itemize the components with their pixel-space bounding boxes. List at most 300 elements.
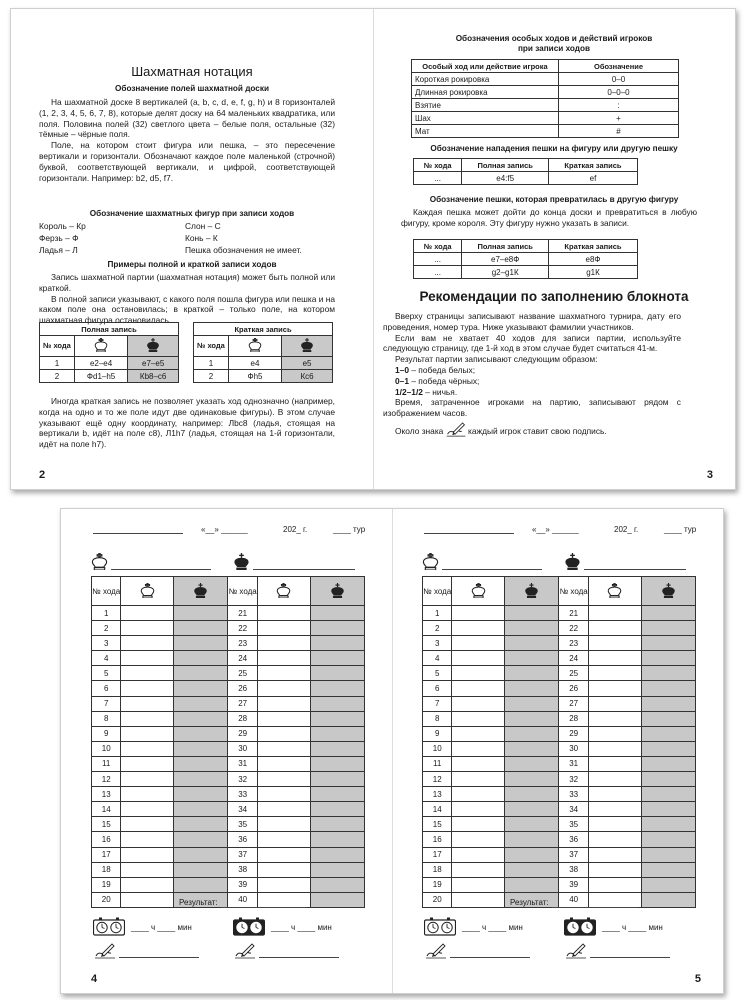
move-number: 17 <box>423 847 452 862</box>
paragraph: Вверху страницы записывают название шахматного турнира, дату его проведения, номер тура. Ниже указывают фамилии участников. <box>383 311 681 332</box>
move-row <box>92 711 365 726</box>
move-row <box>423 772 696 787</box>
full-move: e7–e8Ф <box>462 253 549 266</box>
white-move-cell[interactable] <box>257 817 310 832</box>
black-move-cell[interactable] <box>641 892 695 907</box>
black-move-cell[interactable] <box>505 862 559 877</box>
black-move-cell[interactable] <box>310 666 364 681</box>
white-move-cell[interactable] <box>121 817 174 832</box>
white-player-line[interactable] <box>111 569 211 570</box>
tour-field[interactable]: ____ тур <box>664 525 697 534</box>
white-move-cell[interactable] <box>121 847 174 862</box>
move-number: 19 <box>92 877 121 892</box>
move-number: 10 <box>423 741 452 756</box>
black-move-cell[interactable] <box>174 621 228 636</box>
tour-label: тур <box>684 525 697 534</box>
page-title: Шахматная нотация <box>131 64 253 79</box>
black-move-cell[interactable] <box>174 802 228 817</box>
black-move-cell[interactable] <box>174 696 228 711</box>
white-move-cell[interactable] <box>121 756 174 771</box>
move-no-header: № хода <box>194 336 229 357</box>
black-move-cell[interactable] <box>505 666 559 681</box>
white-move-cell[interactable] <box>452 681 505 696</box>
white-move-cell[interactable] <box>121 862 174 877</box>
move-row <box>423 756 696 771</box>
black-move-cell[interactable] <box>641 787 695 802</box>
black-move-cell[interactable] <box>174 651 228 666</box>
move-number: 35 <box>559 817 588 832</box>
black-move-cell[interactable] <box>641 666 695 681</box>
move-row <box>92 862 365 877</box>
move-number: 4 <box>92 651 121 666</box>
white-move-cell[interactable] <box>257 877 310 892</box>
white-move-cell[interactable] <box>257 681 310 696</box>
tournament-name-line[interactable] <box>424 533 514 534</box>
year-field[interactable]: 202_ г. <box>283 525 308 534</box>
black-move-cell[interactable] <box>310 756 364 771</box>
move-number: 30 <box>228 741 257 756</box>
special-moves-heading: Обозначения особых ходов и действий игроков <box>455 34 653 43</box>
white-king-icon <box>140 583 155 598</box>
column-header: Краткая запись <box>548 240 637 253</box>
black-move-cell[interactable] <box>505 726 559 741</box>
page-number: 3 <box>706 469 713 481</box>
white-move-cell[interactable] <box>257 741 310 756</box>
black-move-cell[interactable] <box>505 877 559 892</box>
white-move-cell[interactable] <box>588 877 641 892</box>
white-move-cell[interactable] <box>257 711 310 726</box>
black-move-cell[interactable] <box>174 681 228 696</box>
black-move-cell[interactable] <box>310 772 364 787</box>
full-notation-table <box>39 322 179 383</box>
white-move-cell[interactable] <box>452 892 505 907</box>
black-signature-line[interactable] <box>259 957 339 958</box>
move-number: 11 <box>423 756 452 771</box>
black-move-cell[interactable] <box>641 862 695 877</box>
white-move-cell[interactable] <box>257 606 310 621</box>
move-number: 33 <box>228 787 257 802</box>
black-move-cell[interactable] <box>310 726 364 741</box>
white-move-cell[interactable] <box>121 741 174 756</box>
white-move-cell[interactable] <box>257 847 310 862</box>
year-field[interactable]: 202_ г. <box>614 525 639 534</box>
white-move-cell[interactable] <box>588 847 641 862</box>
black-move-cell[interactable] <box>310 832 364 847</box>
table-row <box>412 112 679 125</box>
white-move-cell[interactable] <box>121 772 174 787</box>
black-move-cell[interactable] <box>174 847 228 862</box>
year-suffix: г. <box>303 525 308 534</box>
black-move-cell[interactable] <box>505 817 559 832</box>
white-move-cell[interactable] <box>121 802 174 817</box>
black-move-cell[interactable] <box>310 636 364 651</box>
paragraph: Результат партии записывают следующим образом: <box>395 354 598 365</box>
moves-table <box>91 576 365 908</box>
white-move-cell[interactable] <box>257 772 310 787</box>
white-move-cell[interactable] <box>588 621 641 636</box>
examples-text <box>39 272 335 326</box>
white-move-cell[interactable] <box>588 787 641 802</box>
black-move-cell[interactable] <box>641 832 695 847</box>
pawn-attack-table <box>413 158 638 185</box>
move-number: 4 <box>423 651 452 666</box>
move-number: 21 <box>559 606 588 621</box>
move-number: 26 <box>228 681 257 696</box>
white-move-cell[interactable] <box>257 666 310 681</box>
white-move-cell[interactable] <box>588 817 641 832</box>
black-move-cell[interactable] <box>310 696 364 711</box>
white-move-cell[interactable] <box>588 892 641 907</box>
paragraph: Время, затраченное игроками на партию, записывают рядом с изображением часов. <box>383 397 681 419</box>
white-move-cell[interactable] <box>588 772 641 787</box>
white-player-line[interactable] <box>442 569 542 570</box>
black-move-cell[interactable] <box>174 711 228 726</box>
black-move-cell[interactable] <box>641 756 695 771</box>
black-move-cell[interactable] <box>310 802 364 817</box>
black-move-cell[interactable] <box>174 726 228 741</box>
white-time[interactable]: ____ ч ____ мин <box>462 923 523 932</box>
white-move-cell[interactable] <box>121 651 174 666</box>
page-number: 4 <box>91 973 98 985</box>
white-signature-line[interactable] <box>450 957 530 958</box>
black-move-cell[interactable] <box>641 772 695 787</box>
date-field[interactable]: «__» ______ <box>532 525 579 534</box>
white-move: e2–e4 <box>74 357 127 370</box>
black-move-cell[interactable] <box>310 847 364 862</box>
black-move-cell[interactable] <box>505 651 559 666</box>
white-move-cell[interactable] <box>257 802 310 817</box>
white-move-cell[interactable] <box>452 787 505 802</box>
black-move-cell[interactable] <box>174 772 228 787</box>
black-move-cell[interactable] <box>310 621 364 636</box>
black-move-cell[interactable] <box>174 756 228 771</box>
black-time[interactable]: ____ ч ____ мин <box>271 923 332 932</box>
move-number: 22 <box>228 621 257 636</box>
black-move-cell[interactable] <box>310 651 364 666</box>
white-move-cell[interactable] <box>257 892 310 907</box>
move-row <box>423 711 696 726</box>
move-no-header: № хода <box>559 577 588 606</box>
move-number: 28 <box>228 711 257 726</box>
move-row <box>423 877 696 892</box>
black-move-cell[interactable] <box>505 756 559 771</box>
quote: « <box>532 525 537 534</box>
tour-field[interactable]: ____ тур <box>333 525 366 534</box>
white-move-cell[interactable] <box>452 772 505 787</box>
short-move: ef <box>548 172 637 185</box>
black-move-cell[interactable] <box>505 787 559 802</box>
white-move-cell[interactable] <box>452 696 505 711</box>
black-move-cell[interactable] <box>174 741 228 756</box>
signature-pen-icon <box>566 943 586 959</box>
black-move-cell[interactable] <box>310 862 364 877</box>
black-move-cell[interactable] <box>174 817 228 832</box>
black-move-cell[interactable] <box>174 787 228 802</box>
column-header: № хода <box>414 159 462 172</box>
black-move-cell[interactable] <box>505 741 559 756</box>
move-number: 36 <box>228 832 257 847</box>
white-move-cell[interactable] <box>588 741 641 756</box>
black-move-cell[interactable] <box>641 726 695 741</box>
chess-clock-icon <box>233 917 265 936</box>
white-move-cell[interactable] <box>452 802 505 817</box>
white-move-cell[interactable] <box>452 847 505 862</box>
move-symbol: : <box>559 99 679 112</box>
white-move-cell[interactable] <box>588 666 641 681</box>
column-header: Полная запись <box>462 240 549 253</box>
move-number: 39 <box>559 877 588 892</box>
white-move-cell[interactable] <box>588 681 641 696</box>
black-move-cell[interactable] <box>310 741 364 756</box>
tour-label: тур <box>353 525 366 534</box>
black-move-cell[interactable] <box>505 696 559 711</box>
white-move-cell[interactable] <box>452 817 505 832</box>
black-move-cell[interactable] <box>310 681 364 696</box>
move-number: 22 <box>559 621 588 636</box>
recommendations-text <box>383 311 681 437</box>
white-move-cell[interactable] <box>121 832 174 847</box>
white-move-cell[interactable] <box>452 621 505 636</box>
black-move-cell[interactable] <box>174 636 228 651</box>
black-move-cell[interactable] <box>505 711 559 726</box>
move-number: 24 <box>228 651 257 666</box>
move-number: 37 <box>228 847 257 862</box>
move-row <box>92 847 365 862</box>
recommendations-title: Рекомендации по заполнению блокнота <box>419 289 689 304</box>
black-move-cell[interactable] <box>641 802 695 817</box>
white-move-cell[interactable] <box>257 726 310 741</box>
white-move-cell[interactable] <box>452 651 505 666</box>
moves-body <box>423 606 696 908</box>
black-move-cell[interactable] <box>505 606 559 621</box>
quote: » <box>545 525 550 534</box>
move-row <box>423 636 696 651</box>
move-no-header: № хода <box>228 577 257 606</box>
move-row <box>423 666 696 681</box>
black-move-cell[interactable] <box>505 832 559 847</box>
paragraph: Каждая пешка может дойти до конца доски и превратиться в любую фигуру, кроме короля. Эту фигуру нужно указать в записи. <box>401 207 697 228</box>
black-move-cell[interactable] <box>641 681 695 696</box>
table-caption: Краткая запись <box>194 323 333 336</box>
white-move-cell[interactable] <box>588 651 641 666</box>
piece-notation: Слон – С <box>185 221 221 231</box>
page-4 <box>61 509 392 993</box>
white-move-cell[interactable] <box>452 741 505 756</box>
black-move-cell[interactable] <box>505 681 559 696</box>
white-move-cell[interactable] <box>452 606 505 621</box>
table-row <box>40 357 179 370</box>
black-move-cell[interactable] <box>310 892 364 907</box>
move-number: 31 <box>559 756 588 771</box>
black-move-cell[interactable] <box>641 711 695 726</box>
white-move-cell[interactable] <box>452 862 505 877</box>
black-move-cell[interactable] <box>641 651 695 666</box>
moves-table <box>422 576 696 908</box>
move-number: 8 <box>423 711 452 726</box>
black-signature-line[interactable] <box>590 957 670 958</box>
white-move-cell[interactable] <box>588 711 641 726</box>
move-number: 1 <box>92 606 121 621</box>
black-move-cell[interactable] <box>641 606 695 621</box>
white-move-cell[interactable] <box>588 802 641 817</box>
white-move-cell[interactable] <box>257 787 310 802</box>
move-number: 29 <box>228 726 257 741</box>
white-move-cell[interactable] <box>121 681 174 696</box>
table-row <box>412 86 679 99</box>
white-king-icon <box>607 583 622 598</box>
black-move-cell[interactable] <box>505 802 559 817</box>
move-number: 16 <box>92 832 121 847</box>
white-move-cell[interactable] <box>257 621 310 636</box>
date-field[interactable]: «__» ______ <box>201 525 248 534</box>
white-move-cell[interactable] <box>452 832 505 847</box>
minutes-label: мин <box>648 923 663 932</box>
move-number: 3 <box>92 636 121 651</box>
black-move-cell[interactable] <box>641 621 695 636</box>
white-move-cell[interactable] <box>257 696 310 711</box>
move-number: 35 <box>228 817 257 832</box>
move-number: 25 <box>559 666 588 681</box>
move-symbol: # <box>559 125 679 138</box>
white-move-cell[interactable] <box>257 756 310 771</box>
white-move-cell[interactable] <box>588 696 641 711</box>
white-move-cell[interactable] <box>121 711 174 726</box>
black-move-cell[interactable] <box>310 877 364 892</box>
result-score: 0–1 <box>395 375 409 386</box>
move-row <box>92 621 365 636</box>
white-move-cell[interactable] <box>121 621 174 636</box>
white-move: e4 <box>228 357 281 370</box>
move-number: 16 <box>423 832 452 847</box>
white-move-cell[interactable] <box>452 666 505 681</box>
ambiguity-text <box>39 396 335 450</box>
white-move-cell[interactable] <box>588 636 641 651</box>
black-move-cell[interactable] <box>641 817 695 832</box>
black-move-cell[interactable] <box>174 862 228 877</box>
black-move-cell[interactable] <box>310 817 364 832</box>
move-number: 21 <box>228 606 257 621</box>
short-notation-table <box>193 322 333 383</box>
white-move-cell[interactable] <box>121 636 174 651</box>
black-move-cell[interactable] <box>641 877 695 892</box>
board-text <box>39 97 335 183</box>
white-move-cell[interactable] <box>588 606 641 621</box>
table-row <box>414 266 638 279</box>
white-king-icon <box>471 583 486 598</box>
white-move-cell[interactable] <box>121 666 174 681</box>
column-header: Обозначение <box>559 60 679 73</box>
black-move-cell[interactable] <box>505 621 559 636</box>
white-move-cell[interactable] <box>257 636 310 651</box>
black-player-line[interactable] <box>584 569 686 570</box>
short-move: g1К <box>548 266 637 279</box>
white-move-cell[interactable] <box>452 711 505 726</box>
black-move-cell[interactable] <box>310 787 364 802</box>
white-move-cell[interactable] <box>588 832 641 847</box>
move-symbol: 0–0–0 <box>559 86 679 99</box>
black-move-cell[interactable] <box>174 832 228 847</box>
black-move: e7–e5 <box>128 357 179 370</box>
black-move-cell[interactable] <box>641 847 695 862</box>
white-king-icon <box>91 553 108 570</box>
white-move-cell[interactable] <box>452 636 505 651</box>
black-king-icon <box>193 583 208 598</box>
white-move-cell[interactable] <box>588 756 641 771</box>
signature-pen-icon <box>426 943 446 959</box>
result-line <box>383 387 681 398</box>
result-line <box>383 365 681 376</box>
black-player-line[interactable] <box>253 569 355 570</box>
page-number: 2 <box>39 469 46 481</box>
black-move-cell[interactable] <box>505 847 559 862</box>
paragraph: На шахматной доске 8 вертикалей (a, b, c, d, e, f, g, h) и 8 горизонталей (1, 2, 3, 4, 5, 6, 7, 8), которые делят доску на 64 маленьких квадратика, или поля. Половина полей (32) светлого цвета – белые поля, остальные (32) тёмные – чёрные поля. <box>39 97 335 140</box>
signature-pen-icon <box>95 943 115 959</box>
move-no-header: № хода <box>92 577 121 606</box>
move-number: 27 <box>559 696 588 711</box>
white-king-icon <box>276 583 291 598</box>
move-number: 9 <box>92 726 121 741</box>
white-move-cell[interactable] <box>257 862 310 877</box>
white-move-cell[interactable] <box>121 606 174 621</box>
move-row <box>92 832 365 847</box>
white-move-cell[interactable] <box>257 651 310 666</box>
white-move-cell[interactable] <box>121 877 174 892</box>
white-move-cell[interactable] <box>121 726 174 741</box>
white-time[interactable]: ____ ч ____ мин <box>131 923 192 932</box>
white-move-cell[interactable] <box>452 756 505 771</box>
black-move-cell[interactable] <box>641 636 695 651</box>
white-move-cell[interactable] <box>121 787 174 802</box>
result-meaning: – победа чёрных; <box>411 375 480 386</box>
result-line[interactable] <box>552 907 638 908</box>
black-move-cell[interactable] <box>505 636 559 651</box>
move-row <box>423 802 696 817</box>
result-score: 1–0 <box>395 364 409 375</box>
black-move-cell[interactable] <box>641 741 695 756</box>
black-move-cell[interactable] <box>174 666 228 681</box>
white-move-cell[interactable] <box>257 832 310 847</box>
white-move-cell[interactable] <box>588 862 641 877</box>
white-move-cell[interactable] <box>121 696 174 711</box>
white-signature-line[interactable] <box>119 957 199 958</box>
result-line[interactable] <box>221 907 307 908</box>
move-row <box>423 787 696 802</box>
move-number: 40 <box>228 892 257 907</box>
move-type: Взятие <box>412 99 559 112</box>
black-move-cell[interactable] <box>505 772 559 787</box>
white-move-cell[interactable] <box>121 892 174 907</box>
black-move: Кb8–c6 <box>128 370 179 383</box>
move-row <box>92 681 365 696</box>
black-move-cell[interactable] <box>310 711 364 726</box>
white-move-cell[interactable] <box>452 726 505 741</box>
quote: » <box>214 525 219 534</box>
black-move-cell[interactable] <box>174 606 228 621</box>
white-move-cell[interactable] <box>588 726 641 741</box>
year: 202 <box>283 525 297 534</box>
tournament-name-line[interactable] <box>93 533 183 534</box>
black-move-cell[interactable] <box>310 606 364 621</box>
black-move-cell[interactable] <box>174 877 228 892</box>
black-king-icon <box>661 583 676 598</box>
move-number: 13 <box>423 787 452 802</box>
white-move-cell[interactable] <box>452 877 505 892</box>
black-time[interactable]: ____ ч ____ мин <box>602 923 663 932</box>
move-no: 2 <box>40 370 75 383</box>
move-number: 13 <box>92 787 121 802</box>
result-meaning: – ничья. <box>425 386 458 397</box>
black-move-cell[interactable] <box>641 696 695 711</box>
